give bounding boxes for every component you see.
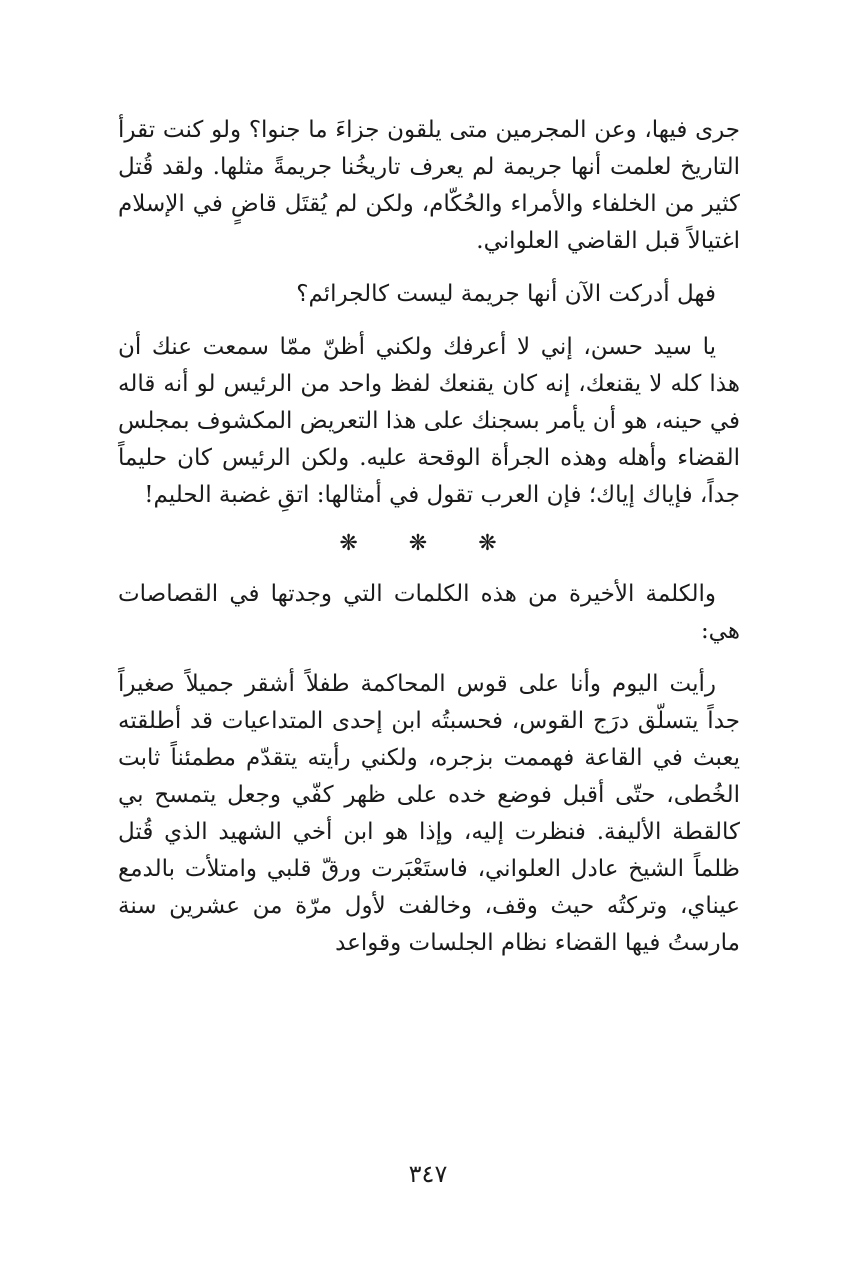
page-number: ٣٤٧ — [408, 1160, 448, 1188]
paragraph-question: فهل أدركت الآن أنها جريمة ليست كالجرائم؟ — [296, 281, 716, 307]
paragraph-gap — [118, 260, 740, 276]
section-separator: ❋ ❋ ❋ — [339, 531, 519, 556]
paragraph-last-word-intro: والكلمة الأخيرة من هذه الكلمات التي وجدتها في القصاصات هي: — [118, 581, 740, 644]
paragraph-gap — [118, 313, 740, 329]
paragraph-story: رأيت اليوم وأنا على قوس المحاكمة طفلاً أشقر جميلاً صغيراً جداً يتسلّق درَج القوس، فحسبتُه ابن إحدى المتداعيات قد أطلقته يعبث في القاعة فهممت بزجره، ولكني رأيته يتقدّم مطمئناً ثابت الخُطى، حتّى أقبل فوضع خده على ظهر كفّي وجعل يتمسح بي كالقطة الأليفة. فنظرت إليه، وإذا هو ابن أخي الشهيد الذي قُتل ظلماً الشيخ عادل العلواني، فاستَعْبَرت ورقّ قلبي وامتلأت بالدمع عيناي، وتركتُه حيث وقف، وخالفت لأول مرّة من عشرين سنة مارستُ فيها القضاء نظام الجلسات وقواعد — [118, 671, 740, 956]
paragraph-gap — [118, 650, 740, 666]
page-body — [118, 112, 740, 962]
paragraph-address: يا سيد حسن، إني لا أعرفك ولكني أظنّ ممّا سمعت عنك أن هذا كله لا يقنعك، إنه كان يقنعك لفظ واحد من الرئيس لو أنه قاله في حينه، هو أن يأمر بسجنك على هذا التعريض المكشوف بمجلس القضاء وأهله وهذه الجرأة الوقحة عليه. ولكن الرئيس كان حليماً جداً، فإياك إياك؛ فإن العرب تقول في أمثالها: اتقِ غضبة الحليم! — [118, 334, 740, 508]
paragraph-continuation: جرى فيها، وعن المجرمين متى يلقون جزاءَ ما جنوا؟ ولو كنت تقرأ التاريخ لعلمت أنها جريمة لم يعرف تاريخُنا جريمةً مثلها. ولقد قُتل كثير من الخلفاء والأمراء والحُكّام، ولكن لم يُقتَل قاضٍ في الإسلام اغتيالاً قبل القاضي العلواني. — [118, 117, 740, 254]
